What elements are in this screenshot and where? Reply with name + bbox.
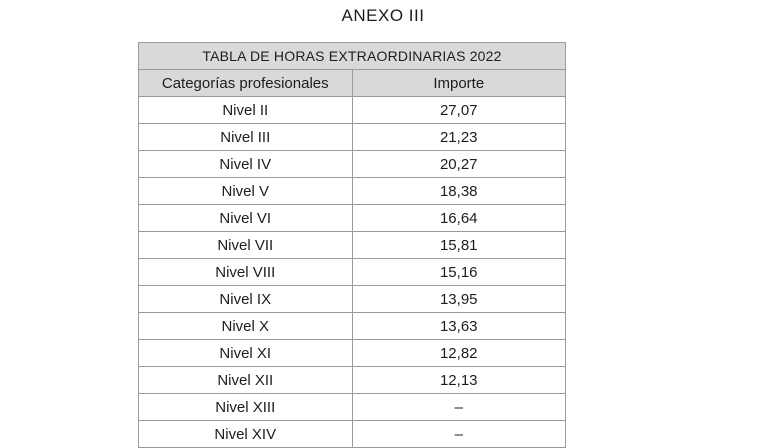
cell-category: Nivel VI bbox=[139, 205, 353, 232]
cell-category: Nivel IV bbox=[139, 151, 353, 178]
table-row bbox=[139, 286, 566, 313]
overtime-hours-table bbox=[138, 42, 566, 448]
table-caption-row bbox=[139, 43, 566, 70]
table-row bbox=[139, 259, 566, 286]
table-row bbox=[139, 394, 566, 421]
overtime-table-container bbox=[138, 42, 566, 448]
cell-category: Nivel XIV bbox=[139, 421, 353, 448]
cell-category: Nivel X bbox=[139, 313, 353, 340]
cell-category: Nivel IX bbox=[139, 286, 353, 313]
cell-category: Nivel II bbox=[139, 97, 353, 124]
table-row bbox=[139, 97, 566, 124]
table-row bbox=[139, 232, 566, 259]
cell-category: Nivel VIII bbox=[139, 259, 353, 286]
table-header-row bbox=[139, 70, 566, 97]
cell-amount: 13,95 bbox=[352, 286, 566, 313]
cell-amount: – bbox=[352, 421, 566, 448]
cell-amount: 12,82 bbox=[352, 340, 566, 367]
cell-category: Nivel III bbox=[139, 124, 353, 151]
table-row bbox=[139, 178, 566, 205]
page-title: ANEXO III bbox=[341, 6, 425, 25]
table-row bbox=[139, 367, 566, 394]
cell-category: Nivel XI bbox=[139, 340, 353, 367]
table-row bbox=[139, 313, 566, 340]
cell-amount: 21,23 bbox=[352, 124, 566, 151]
table-row bbox=[139, 151, 566, 178]
table-body bbox=[139, 43, 566, 448]
cell-category: Nivel XIII bbox=[139, 394, 353, 421]
cell-category: Nivel VII bbox=[139, 232, 353, 259]
cell-amount: 27,07 bbox=[352, 97, 566, 124]
table-row bbox=[139, 205, 566, 232]
cell-amount: 20,27 bbox=[352, 151, 566, 178]
table-caption: TABLA DE HORAS EXTRAORDINARIAS 2022 bbox=[139, 43, 566, 70]
table-row bbox=[139, 124, 566, 151]
cell-amount: 18,38 bbox=[352, 178, 566, 205]
table-row bbox=[139, 340, 566, 367]
table-row bbox=[139, 421, 566, 448]
cell-amount: 16,64 bbox=[352, 205, 566, 232]
cell-amount: 13,63 bbox=[352, 313, 566, 340]
cell-amount: 15,16 bbox=[352, 259, 566, 286]
column-header-amount: Importe bbox=[352, 70, 566, 97]
column-header-category: Categorías profesionales bbox=[139, 70, 353, 97]
cell-amount: 15,81 bbox=[352, 232, 566, 259]
cell-amount: – bbox=[352, 394, 566, 421]
cell-category: Nivel XII bbox=[139, 367, 353, 394]
cell-amount: 12,13 bbox=[352, 367, 566, 394]
cell-category: Nivel V bbox=[139, 178, 353, 205]
